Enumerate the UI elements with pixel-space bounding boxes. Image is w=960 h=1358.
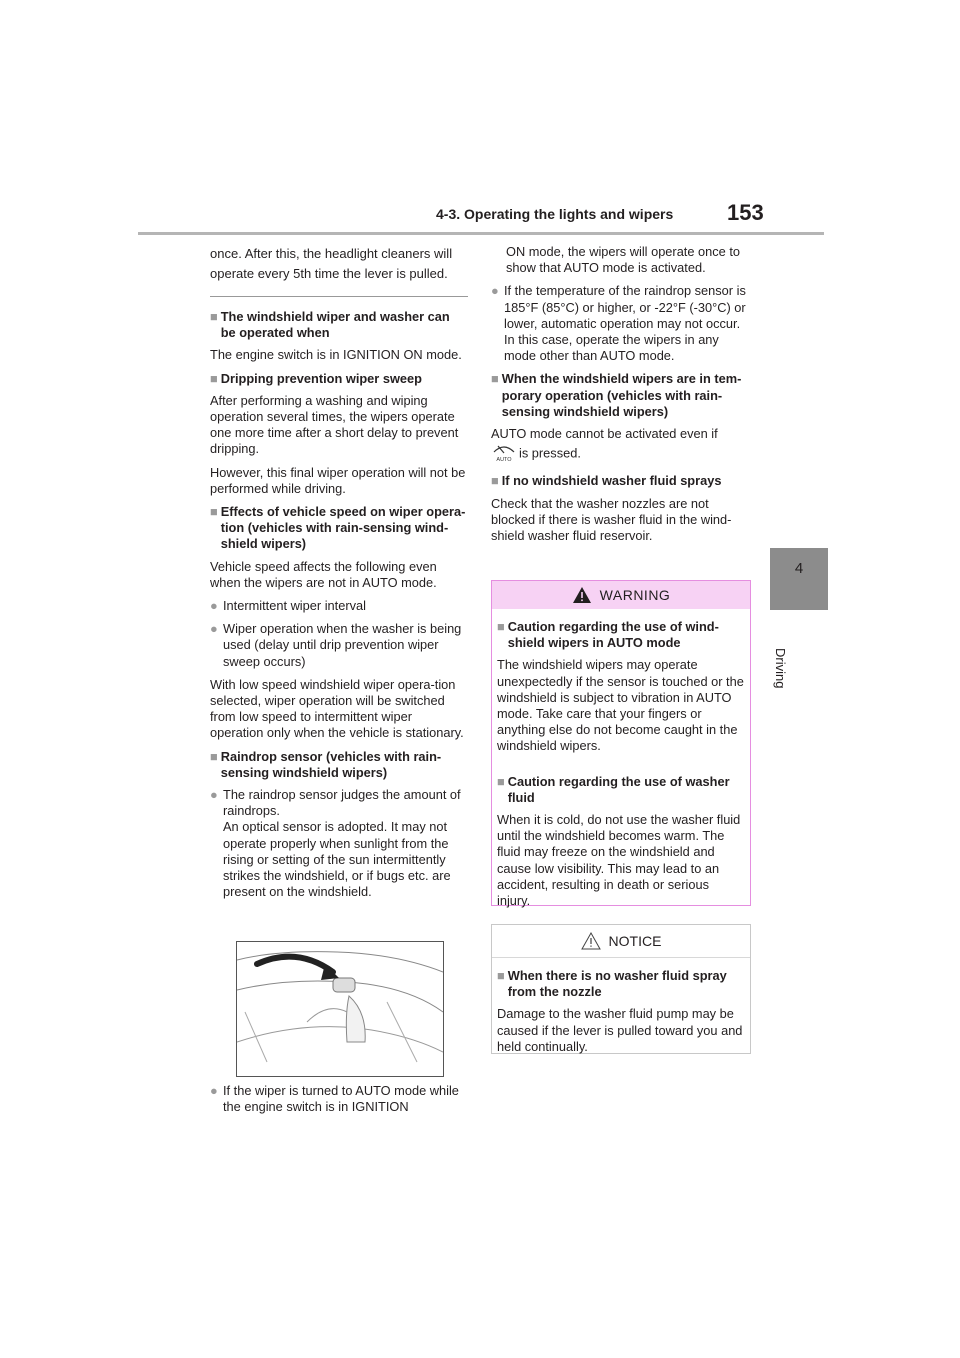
- raindrop-sensor-illustration: [236, 941, 444, 1077]
- paragraph: After performing a washing and wiping operation several times, the wipers operate one more time after a short delay to prevent dripping.: [210, 392, 459, 457]
- intro-text: once. After this, the headlight cleaners will operate every 5th time the lever is pulled.: [210, 246, 453, 281]
- list-item: ● Intermittent wiper interval: [210, 598, 366, 614]
- paragraph: However, this final wiper operation will not be performed while driving.: [210, 464, 466, 496]
- heading-operated-when: ■ The windshield wiper and washer can be operated when: [210, 309, 450, 341]
- notice-header: NOTICE: [492, 925, 750, 958]
- paragraph-continued: ON mode, the wipers will operate once to show that AUTO mode is activated.: [506, 244, 741, 276]
- warning-heading-auto-mode: ■ Caution regarding the use of wind-shield wipers in AUTO mode: [497, 619, 719, 651]
- list-item: ● Wiper operation when the washer is being used (delay until drip prevention wiper sweep occurs): [210, 621, 462, 669]
- notice-triangle-icon: [581, 932, 601, 950]
- warning-paragraph: The windshield wipers may operate unexpectedly if the sensor is touched or the windshield is subject to vibration in AUTO mode. Take care that your fingers or anything else do not become caught in the windshield wipers.: [497, 657, 744, 754]
- notice-paragraph: Damage to the washer fluid pump may be caused if the lever is pulled toward you and held continually.: [497, 1006, 743, 1054]
- page-number: 153: [727, 200, 764, 225]
- paragraph: With low speed windshield wiper opera-tion selected, wiper operation will be switched from low speed to intermittent wiper operation only when the vehicle is stationary.: [210, 676, 464, 741]
- warning-header: WARNING: [492, 581, 750, 609]
- left-column: [210, 244, 468, 908]
- right-column: [491, 244, 749, 551]
- section-title: 4-3. Operating the lights and wipers: [436, 206, 674, 222]
- warning-triangle-icon: [572, 586, 592, 604]
- heading-vehicle-speed: ■ Effects of vehicle speed on wiper opera-tion (vehicles with rain-sensing wind-shield wipers): [210, 504, 466, 552]
- paragraph: The engine switch is in IGNITION ON mode.: [210, 347, 462, 363]
- auto-wiper-icon: [491, 442, 517, 466]
- heading-no-washer-fluid: ■ If no windshield washer fluid sprays: [491, 473, 722, 489]
- list-item: ● If the temperature of the raindrop sensor is 185°F (85°C) or higher, or -22°F (-30°C) or lower, automatic operation may not occur. In this case, operate the wipers in any mode other than AUTO mode.: [491, 283, 746, 364]
- chapter-tab: [770, 548, 828, 610]
- list-item: ● The raindrop sensor judges the amount of raindrops. An optical sensor is adopted. It may not operate properly when sunlight from the rising or setting of the sun intermittently strikes the windshield, or if bugs etc. are present on the windshield.: [210, 787, 461, 900]
- left-column-bottom: [210, 1083, 468, 1122]
- chapter-number: 4: [794, 560, 804, 577]
- heading-raindrop-sensor: ■ Raindrop sensor (vehicles with rain-sensing windshield wipers): [210, 748, 442, 780]
- chapter-label: Driving: [773, 648, 788, 689]
- list-item: ● If the wiper is turned to AUTO mode while the engine switch is in IGNITION: [210, 1083, 459, 1115]
- notice-box: [491, 924, 751, 1054]
- svg-text:AUTO: AUTO: [496, 457, 512, 463]
- paragraph: Vehicle speed affects the following even when the wipers are not in AUTO mode.: [210, 558, 437, 590]
- warning-box: [491, 580, 751, 909]
- notice-heading: ■ When there is no washer fluid spray from the nozzle: [497, 968, 727, 1000]
- paragraph: AUTO mode cannot be activated even if AUTO is pressed.: [491, 426, 749, 466]
- warning-paragraph: When it is cold, do not use the washer fluid until the windshield becomes warm. The fluid may freeze on the windshield and cause low visibility. This may lead to an accident, resulting in death or serious injury.: [497, 812, 741, 909]
- heading-dripping-prevention: ■ Dripping prevention wiper sweep: [210, 370, 422, 386]
- separator: [210, 296, 468, 297]
- heading-temporary-operation: ■ When the windshield wipers are in tem-porary operation (vehicles with rain-sensing windshield wipers): [491, 371, 742, 419]
- warning-heading-washer-fluid: ■ Caution regarding the use of washer fluid: [497, 773, 730, 805]
- header-divider: [138, 232, 824, 235]
- paragraph: Check that the washer nozzles are not blocked if there is washer fluid in the wind-shield washer fluid reservoir.: [491, 495, 732, 544]
